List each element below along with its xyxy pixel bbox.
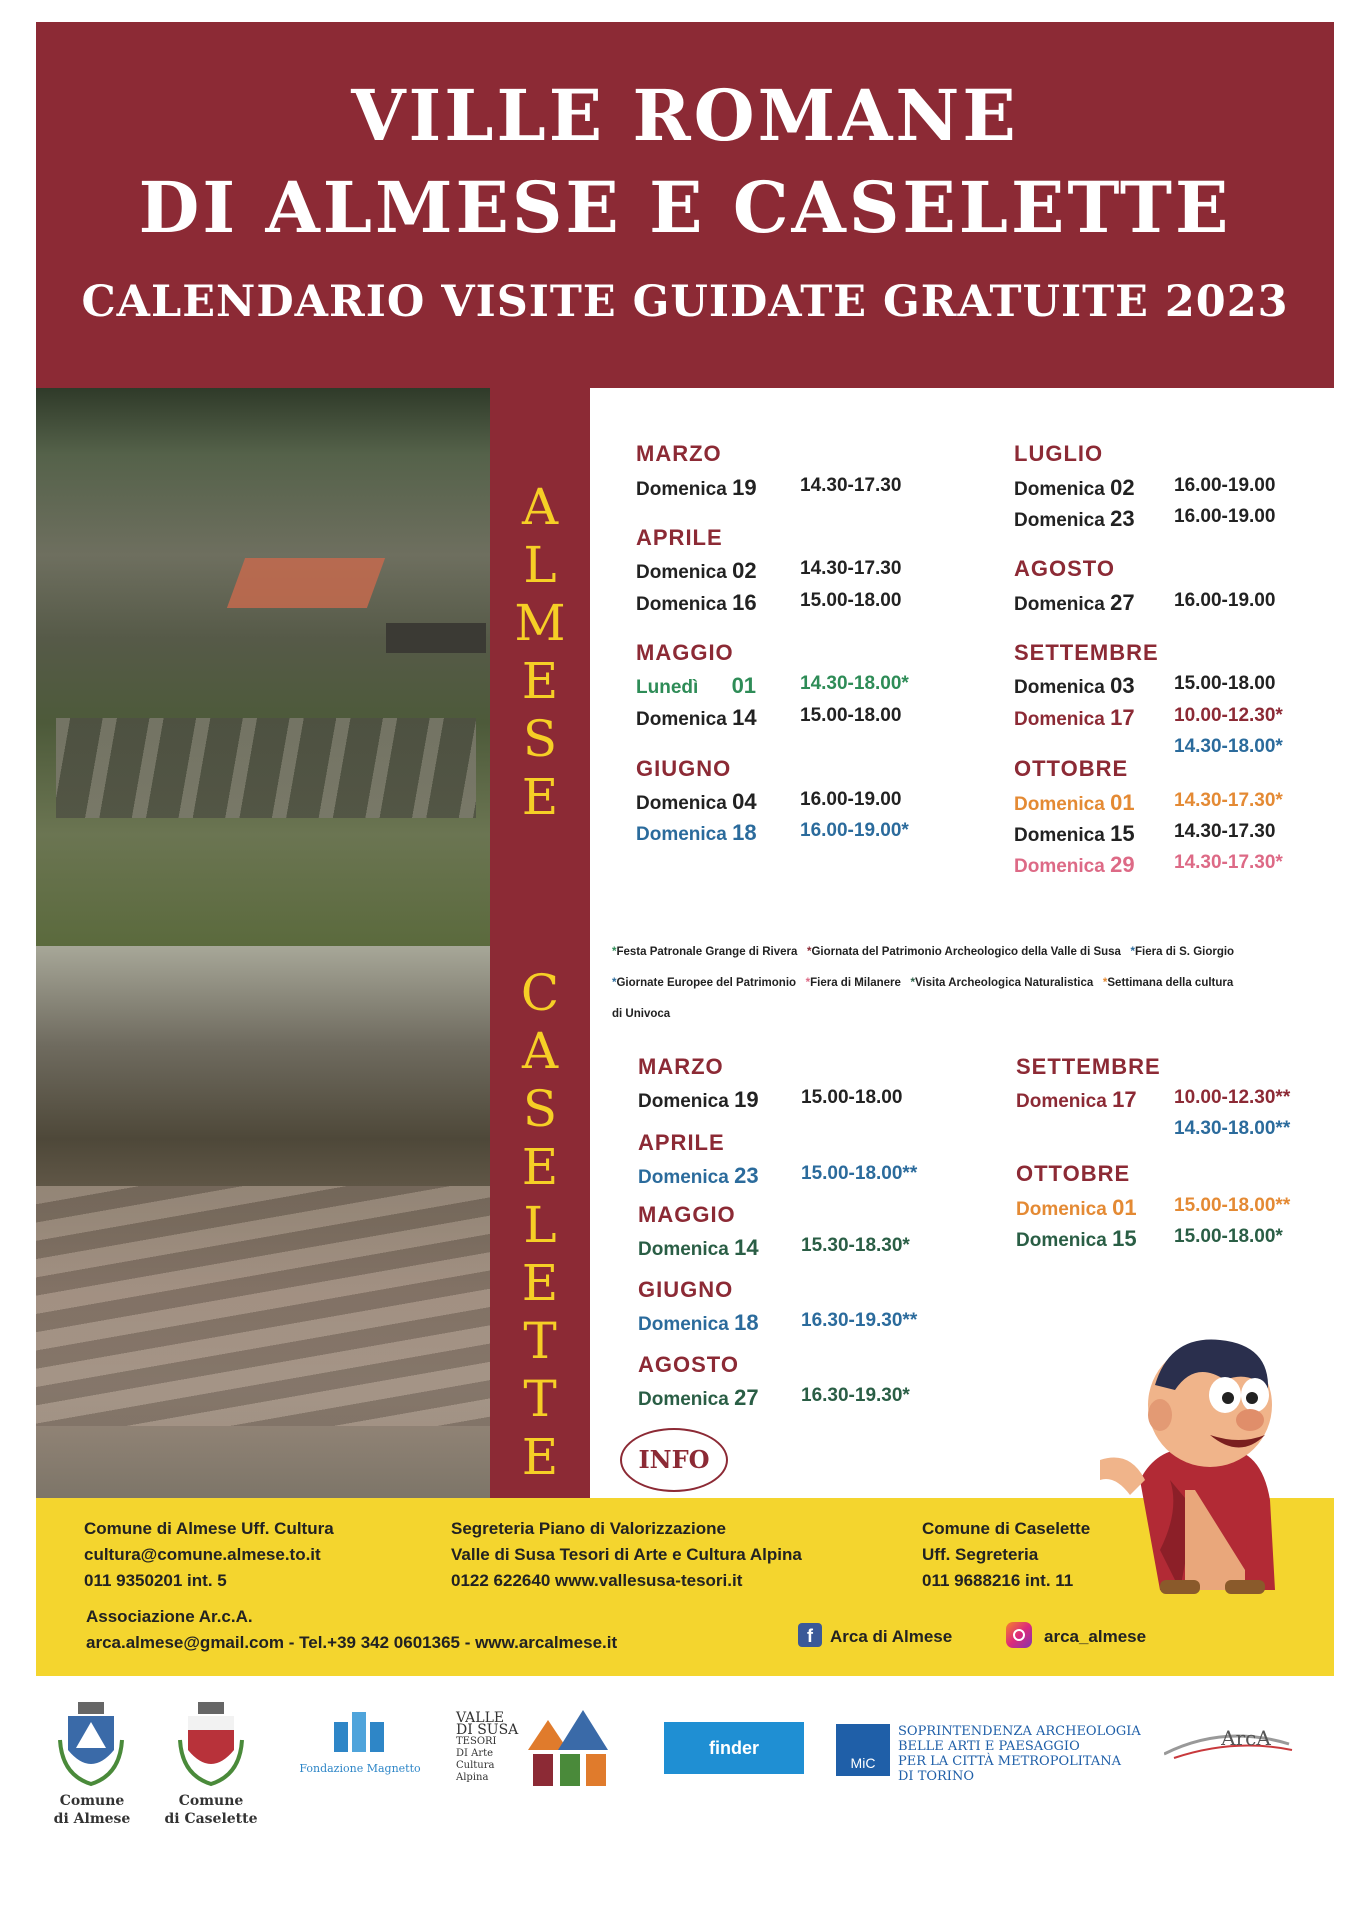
schedule-row: Domenica 23 16.00-19.00 <box>1014 506 1276 531</box>
facebook-label[interactable]: Arca di Almese <box>830 1627 953 1646</box>
caselette-letter: E <box>521 1428 559 1486</box>
almese-letter: E <box>521 652 559 710</box>
month-heading: SETTEMBRE <box>1014 640 1159 665</box>
photo-roof <box>386 623 486 653</box>
caselette-letter: S <box>522 1080 558 1138</box>
page-title: VILLE ROMANE <box>351 74 1019 157</box>
fondazione-magnetto-icon <box>330 1708 390 1758</box>
arca-contact-line[interactable]: arca.almese@gmail.com - Tel.+39 342 0601365 - www.arcalmese.it <box>86 1633 618 1652</box>
legend-line: di Univoca <box>612 1008 671 1020</box>
email-link[interactable]: cultura@comune.almese.to.it <box>84 1545 321 1564</box>
header-banner <box>36 22 1334 388</box>
month-heading: MARZO <box>636 441 722 466</box>
day: Domenica <box>636 479 727 500</box>
caselette-logo-label: Comune di Caselette <box>164 1793 258 1827</box>
schedule-row: Domenica 23 15.00-18.00** <box>638 1163 918 1188</box>
caselette-letter: T <box>523 1312 557 1370</box>
almese-letter: E <box>521 768 559 826</box>
date: 19 <box>732 475 757 500</box>
schedule-row: Domenica 29 14.30-17.30* <box>1014 852 1283 877</box>
vallesusa-graphic-icon <box>528 1710 618 1790</box>
almese-letter: S <box>522 710 558 768</box>
caselette-letter: L <box>523 1196 557 1254</box>
almese-logo-label: Comune di Almese <box>53 1793 131 1827</box>
website-link[interactable]: 0122 622640 www.vallesusa-tesori.it <box>451 1571 743 1590</box>
info-bubble: INFO <box>620 1428 728 1492</box>
caselette-coat-of-arms-icon <box>176 1700 246 1790</box>
almese-letter: A <box>521 478 559 536</box>
month-heading: OTTOBRE <box>1016 1161 1131 1186</box>
month-heading: AGOSTO <box>1014 556 1115 581</box>
vallesusa-logo-text: VALLE DI SUSA TESORI DI Arte Cultura Alpina <box>456 1710 519 1783</box>
schedule-row: Domenica 04 16.00-19.00 <box>636 789 902 814</box>
finder-logo: finder <box>664 1722 804 1774</box>
month-heading: MAGGIO <box>638 1202 736 1227</box>
schedule-row: Domenica 17 10.00-12.30* <box>1014 705 1283 730</box>
schedule-row: Domenica 18 16.30-19.30** <box>638 1310 918 1335</box>
legend-line: *Festa Patronale Grange di Rivera *Giornata del Patrimonio Archeologico della Valle di Susa *Fiera di S. Giorgio <box>612 946 1235 958</box>
legend-line: *Giornate Europee del Patrimonio *Fiera di Milanere *Visita Archeologica Naturalistica *Settimana della cultura <box>612 977 1234 989</box>
instagram-icon[interactable] <box>1006 1622 1032 1648</box>
schedule-row: Lunedì 01 14.30-18.00* <box>636 673 909 698</box>
caselette-letter: A <box>521 1022 559 1080</box>
almese-villa-photo <box>36 388 490 946</box>
almese-letter: L <box>523 536 557 594</box>
schedule-row: Domenica 19 15.00-18.00 <box>638 1087 903 1112</box>
schedule-row: Domenica 17 10.00-12.30** <box>1016 1087 1291 1112</box>
schedule-row: Domenica 02 14.30-17.30 <box>636 558 902 583</box>
page-title-line2: DI ALMESE E CASELETTE <box>138 166 1232 249</box>
facebook-icon[interactable]: f <box>798 1623 822 1647</box>
instagram-label[interactable]: arca_almese <box>1044 1627 1147 1646</box>
fondazione-magnetto-label: Fondazione Magnetto <box>299 1762 421 1775</box>
month-heading: GIUGNO <box>638 1277 734 1302</box>
month-heading: MARZO <box>638 1054 724 1079</box>
schedule-row: Domenica 18 16.00-19.00* <box>636 820 909 845</box>
month-heading: APRILE <box>636 525 723 550</box>
month-heading: GIUGNO <box>636 756 732 781</box>
legend <box>612 937 1332 1030</box>
caselette-letter: C <box>520 964 560 1022</box>
almese-letter: M <box>514 594 566 652</box>
caselette-letter: T <box>523 1370 557 1428</box>
schedule-row: Domenica 16 15.00-18.00 <box>636 590 902 615</box>
almese-coat-of-arms-icon <box>56 1700 126 1790</box>
caselette-villa-photo <box>36 946 490 1498</box>
month-heading: LUGLIO <box>1014 441 1104 466</box>
page-subtitle: CALENDARIO VISITE GUIDATE GRATUITE 2023 <box>81 277 1289 327</box>
month-heading: MAGGIO <box>636 640 734 665</box>
roman-mascot-illustration <box>1100 1310 1330 1600</box>
mic-logo: MiC <box>836 1724 890 1776</box>
schedule-row: Domenica 02 16.00-19.00 <box>1014 475 1276 500</box>
partner-logos <box>36 1700 1334 1850</box>
caselette-letter: E <box>521 1254 559 1312</box>
contact-arca: Associazione Ar.c.A. arca.almese@gmail.com - Tel.+39 342 0601365 - www.arcalmese.it <box>86 1604 617 1656</box>
photo-ruins <box>36 1186 490 1426</box>
schedule-row: Domenica 27 16.00-19.00 <box>1014 590 1276 615</box>
month-heading: APRILE <box>638 1130 725 1155</box>
soprintendenza-label: SOPRINTENDENZA ARCHEOLOGIA BELLE ARTI E PAESAGGIO PER LA CITTÀ METROPOLITANA DI TORINO <box>898 1724 1141 1784</box>
schedule-row: Domenica 27 16.30-19.30* <box>638 1385 910 1410</box>
schedule-row: Domenica 03 15.00-18.00 <box>1014 673 1276 698</box>
arca-logo: ArcA <box>1221 1726 1271 1750</box>
schedule-row: Domenica 14 15.30-18.30* <box>638 1235 910 1260</box>
schedule-row: Domenica 15 15.00-18.00* <box>1016 1226 1283 1251</box>
photo-ruins <box>56 718 476 818</box>
contact-caselette: Comune di Caselette Uff. Segreteria 011 9688216 int. 11 <box>922 1519 1091 1590</box>
schedule-row: Domenica 01 14.30-17.30* <box>1014 790 1283 815</box>
month-heading: SETTEMBRE <box>1016 1054 1161 1079</box>
schedule-row <box>636 475 902 501</box>
month-heading: OTTOBRE <box>1014 756 1129 781</box>
month-heading: AGOSTO <box>638 1352 739 1377</box>
schedule-row: Domenica 14 15.00-18.00 <box>636 705 902 730</box>
schedule-row: Domenica 01 15.00-18.00** <box>1016 1195 1291 1220</box>
photo-field-area <box>227 558 385 608</box>
contact-valorizzazione: Segreteria Piano di Valorizzazione Valle di Susa Tesori di Arte e Cultura Alpina 0122 622640 www.vallesusa-tesori.it <box>451 1516 802 1594</box>
contact-almese: Comune di Almese Uff. Cultura cultura@comune.almese.to.it 011 9350201 int. 5 <box>84 1519 334 1590</box>
caselette-letter: E <box>521 1138 559 1196</box>
vertical-town-band <box>490 388 590 1498</box>
schedule-row: Domenica 15 14.30-17.30 <box>1014 821 1276 846</box>
hours: 14.30-17.30 <box>800 475 902 496</box>
